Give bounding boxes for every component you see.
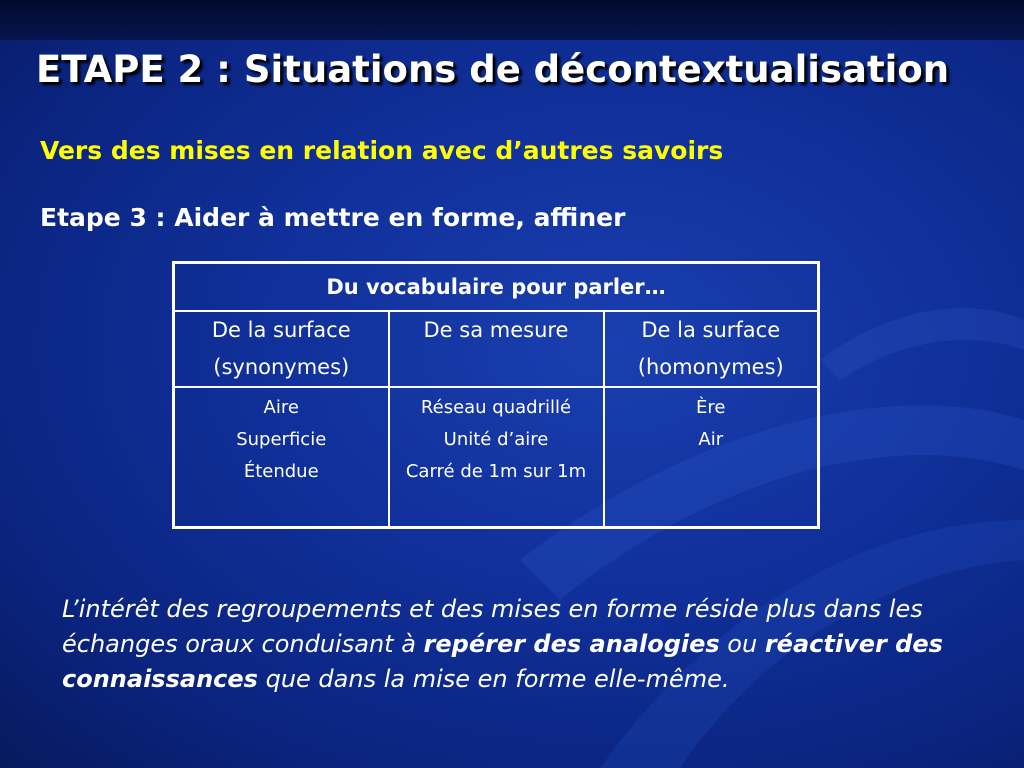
column-title-row <box>174 311 819 387</box>
remark-emphasis: réactiver des connaissances <box>62 630 943 693</box>
table-header-row <box>174 263 819 312</box>
remark-emphasis: repérer des analogies <box>423 630 720 658</box>
vocabulary-item: Carré de 1m sur 1m <box>405 461 587 482</box>
table-header: Du vocabulaire pour parler… <box>174 263 819 312</box>
vocabulary-item: Superficie <box>236 429 327 450</box>
remark-text: que dans la mise en forme elle-même. <box>257 665 730 693</box>
column-items-synonymes <box>174 387 389 528</box>
step-heading: Etape 3 : Aider à mettre en forme, affiner <box>40 203 626 232</box>
column-items-homonymes <box>604 387 819 528</box>
slide-title: ETAPE 2 : Situations de décontextualisation <box>36 48 950 91</box>
column-title-synonymes <box>174 311 389 387</box>
column-title-line: De la surface <box>211 318 351 342</box>
vocabulary-item: Unité d’aire <box>443 429 549 450</box>
vocabulary-table <box>172 261 820 529</box>
column-title-line: De sa mesure <box>423 318 569 342</box>
column-title-line: (homonymes) <box>637 355 784 379</box>
vocabulary-item: Étendue <box>243 461 319 482</box>
remark-text: L’intérêt des regroupements et des mises en forme réside plus dans les échanges oraux conduisant à <box>62 595 923 658</box>
column-title-line: De la surface <box>641 318 781 342</box>
column-body-row <box>174 387 819 528</box>
column-title-mesure <box>389 311 604 387</box>
column-items-mesure <box>389 387 604 528</box>
column-title-line: (synonymes) <box>213 355 350 379</box>
vocabulary-item: Aire <box>263 397 299 418</box>
vocabulary-item: Ère <box>696 397 726 418</box>
column-title-homonymes <box>604 311 819 387</box>
remark-text: ou <box>719 630 765 658</box>
slide-subtitle: Vers des mises en relation avec d’autres savoirs <box>40 136 724 165</box>
vocabulary-item: Air <box>698 429 724 450</box>
vocabulary-item: Réseau quadrillé <box>420 397 572 418</box>
remark-paragraph <box>62 592 972 697</box>
